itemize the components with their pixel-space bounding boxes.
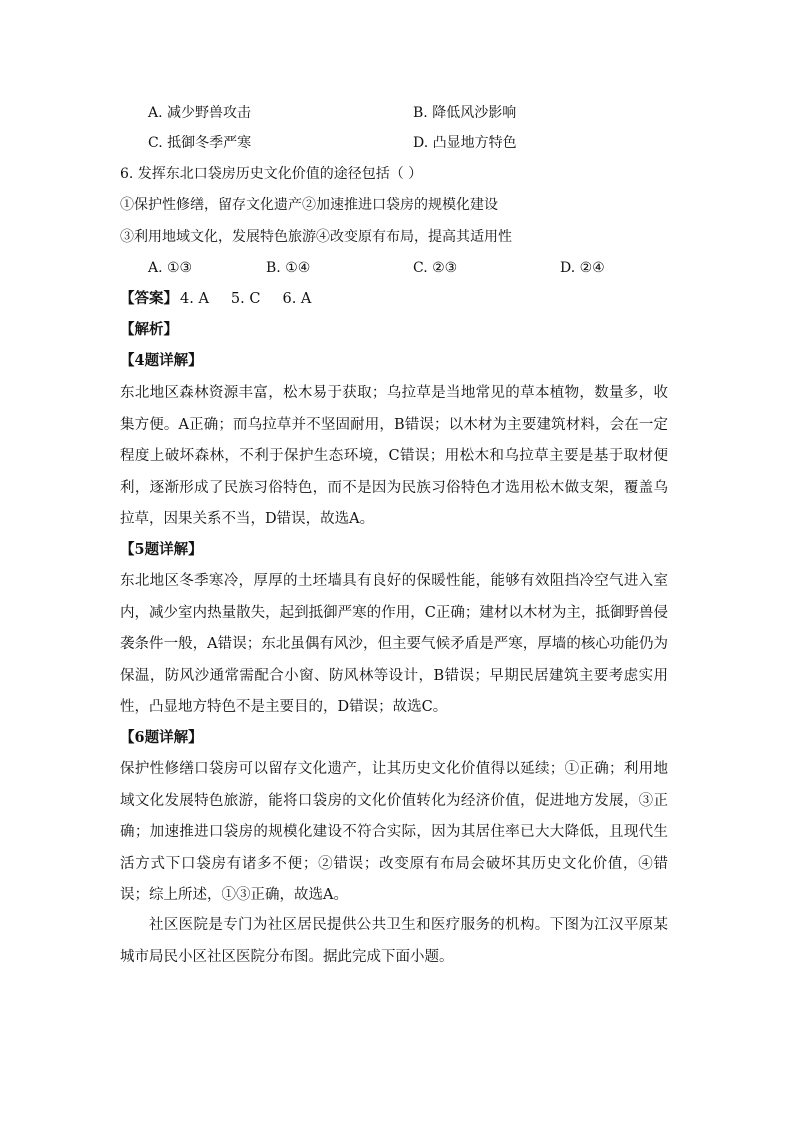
detail-6-heading: 【6题详解】 (120, 729, 203, 746)
q6-item-1: ①保护性修缮，留存文化遗产②加速推进口袋房的规模化建设 (120, 197, 498, 213)
detail-4-text: 东北地区森林资源丰富，松木易于获取；乌拉草是当地常见的草本植物，数量多，收集方便。A正确；而乌拉草并不坚固耐用，B错误；以木材为主要建筑材料，会在一定程度上破坏森林，不利于保护生态环境，C错误；用松木和乌拉草主要是基于取材便利，逐渐形成了民族习俗特色，而不是因为民族习俗特色才选用松木做支架，覆盖乌拉草，因果关系不当，D错误，故选A。 (120, 385, 668, 527)
detail-5-heading: 【5题详解】 (120, 541, 203, 558)
detail-4-heading: 【4题详解】 (120, 352, 203, 369)
answer-5: 5. C (230, 291, 261, 307)
q5-option-a: A. 减少野兽攻击 (148, 105, 252, 121)
q6-option-c: C. ②③ (413, 260, 458, 276)
intro-paragraph: 社区医院是专门为社区居民提供公共卫生和医疗服务的机构。下图为江汉平原某城市局民小区社区医院分布图。据此完成下面小题。 (120, 917, 668, 965)
q6-option-b: B. ①④ (266, 260, 311, 276)
q6-stem: 6. 发挥东北口袋房历史文化价值的途径包括（ ） (120, 166, 423, 182)
analysis-heading: 【解析】 (120, 321, 178, 338)
q5-option-d: D. 凸显地方特色 (413, 135, 517, 151)
answer-label: 【答案】 (120, 290, 178, 307)
detail-6-text: 保护性修缮口袋房可以留存文化遗产，让其历史文化价值得以延续；①正确；利用地域文化发展特色旅游，能将口袋房的文化价值转化为经济价值，促进地方发展，③正确；加速推进口袋房的规模化建设不符合实际，因为其居住率已大大降低，且现代生活方式下口袋房有诸多不便；②错误；改变原有布局会破坏其历史文化价值，④错误；综上所述，①③正确，故选A。 (120, 761, 668, 903)
q6-option-d: D. ②④ (560, 260, 605, 276)
answer-6: 6. A (282, 291, 312, 307)
q6-option-a: A. ①③ (148, 260, 193, 276)
answer-line (120, 289, 333, 309)
detail-5-text: 东北地区冬季寒冷，厚厚的土坯墙具有良好的保暖性能，能够有效阻挡冷空气进入室内，减少室内热量散失，起到抵御严寒的作用，C正确；建材以木材为主，抵御野兽侵袭条件一般，A错误；东北虽偶有风沙，但主要气候矛盾是严寒，厚墙的核心功能仍为保温，防风沙通常需配合小窗、防风林等设计，B错误；早期民居建筑主要考虑实用性，凸显地方特色不是主要目的，D错误；故选C。 (120, 573, 668, 715)
q5-option-b: B. 降低风沙影响 (413, 105, 517, 121)
q5-option-c: C. 抵御冬季严寒 (148, 135, 252, 151)
q6-item-2: ③利用地域文化，发展特色旅游④改变原有布局，提高其适用性 (120, 229, 512, 245)
answer-4: 4. A (180, 291, 209, 307)
